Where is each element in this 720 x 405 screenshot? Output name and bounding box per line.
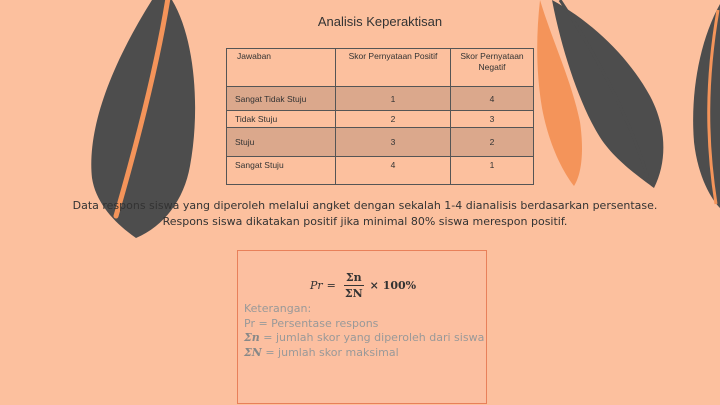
legend-sum-N-text: = jumlah skor maksimal: [261, 345, 399, 359]
formula-denominator: ΣN: [344, 287, 363, 300]
far-right-leaf-icon: [693, 4, 720, 208]
row-negative-score: 1: [451, 157, 534, 185]
table-row: [227, 87, 534, 111]
row-label: Tidak Stuju: [227, 111, 336, 128]
formula-lhs: Pr: [310, 279, 323, 292]
description-text: [60, 198, 670, 230]
row-positive-score: 1: [336, 87, 451, 111]
row-negative-score: 2: [451, 128, 534, 157]
formula-fraction: [344, 271, 364, 300]
legend-sum-n-text: = jumlah skor yang diperoleh dari siswa: [259, 331, 485, 344]
legend-sum-N-symbol: ΣN: [244, 345, 262, 359]
formula-equals: =: [326, 279, 336, 292]
legend-pr: Pr = Persentase respons: [244, 316, 379, 330]
header-positive-score: Skor Pernyataan Positif: [336, 49, 451, 87]
header-negative-score: Skor Pernyataan Negatif: [451, 49, 534, 87]
formula-box: [237, 250, 487, 404]
legend-sum-N: [244, 346, 484, 361]
row-negative-score: 3: [451, 111, 534, 128]
likert-score-table: [226, 48, 534, 185]
page-title: Analisis Keperaktisan: [317, 14, 443, 29]
header-jawaban: Jawaban: [227, 49, 336, 87]
row-positive-score: 4: [336, 157, 451, 185]
row-label: Sangat Stuju: [227, 157, 336, 185]
description-line-2: Respons siswa dikatakan positif jika minimal 80% siswa merespon positif.: [162, 215, 568, 228]
legend-sum-n: [244, 331, 484, 346]
legend-sum-n-symbol: Σn: [244, 331, 260, 344]
row-label: Sangat Tidak Stuju: [227, 87, 336, 111]
description-line-1: Data respons siswa yang diperoleh melalui angket dengan sekalah 1-4 dianalisis berdasarkan persentase.: [72, 199, 658, 212]
row-label: Stuju: [227, 128, 336, 157]
table-row: [227, 157, 534, 185]
legend-heading: Keterangan:: [244, 302, 312, 315]
formula-legend: [244, 302, 484, 360]
row-positive-score: 2: [336, 111, 451, 128]
table-header-row: [227, 49, 534, 87]
row-negative-score: 4: [451, 87, 534, 111]
formula-numerator: Σn: [345, 271, 362, 284]
table-row: [227, 111, 534, 128]
formula-multiplier: × 100%: [369, 279, 417, 292]
percentage-formula: [310, 271, 416, 300]
row-positive-score: 3: [336, 128, 451, 157]
table-row: [227, 128, 534, 157]
